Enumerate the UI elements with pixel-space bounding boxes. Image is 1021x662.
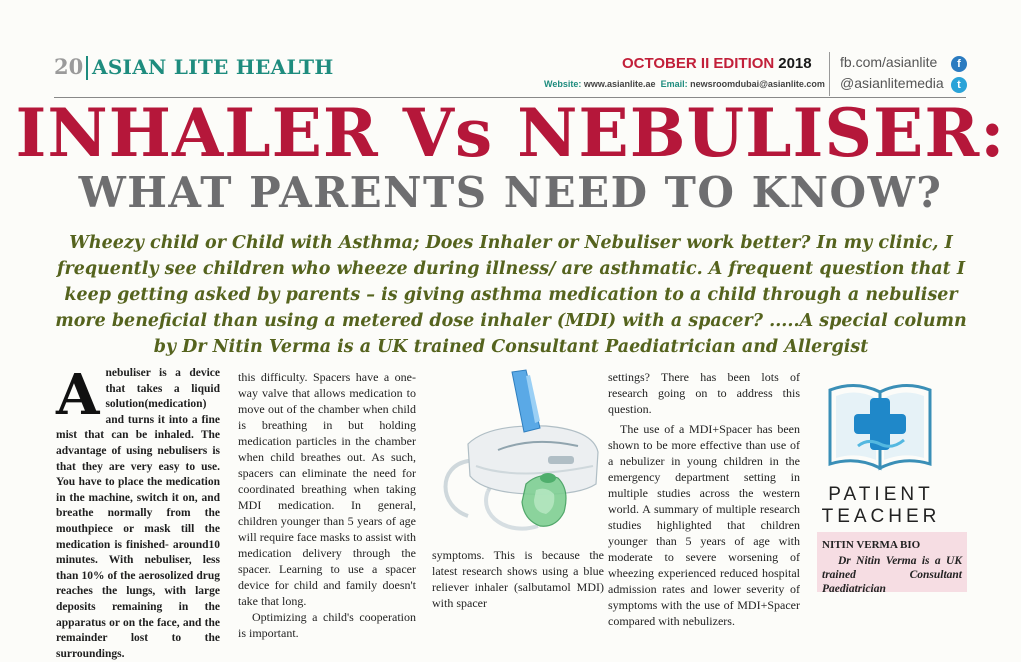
edition-text: OCTOBER II EDITION bbox=[622, 55, 775, 72]
section-title: ASIAN LITE HEALTH bbox=[92, 55, 334, 79]
patient-teacher-logo-icon bbox=[822, 372, 938, 472]
contact-line bbox=[544, 79, 825, 89]
twitter-icon[interactable]: t bbox=[951, 77, 967, 93]
twitter-handle[interactable]: @asianlitemedia bbox=[840, 75, 944, 91]
article-column-3 bbox=[608, 369, 800, 629]
logo-line-1: PATIENT bbox=[828, 484, 934, 505]
email-link[interactable]: newsroomdubai@asianlite.com bbox=[690, 79, 825, 89]
article-column-1 bbox=[56, 362, 220, 662]
column-1-text: nebuliser is a device that takes a liquid solution(medication) and turns it into a fine mist that can be inhaled. The advantage of using nebulisers is that they are very easy to use. You have to place the medication in the machine, switch it on, and breathe normally from the mouthpiece or mask till the medication is finished- around10 minutes. With nebuliser, less than 10% of the aerosolized drug reaches the lungs, with large deposits remaining in the apparatus or on the face, and the remainder lost to the surroundings. bbox=[56, 367, 220, 660]
header-divider bbox=[86, 56, 88, 80]
column-2-paragraph-2: Optimizing a child's cooperation is important. bbox=[238, 610, 416, 640]
column-3-paragraph-2: The use of a MDI+Spacer has been shown to be more effective than use of a nebulizer in young children in the emergency department setting in multiple studies across the western world. A summary of multiple research studies highlighted that children younger than 5 years of age with moderate to severe worsening of wheezing experienced reduced hospital admission rates and lower severity of symptoms with the use of MDI+Spacer compared with nebulizers. bbox=[608, 422, 800, 628]
facebook-handle[interactable]: fb.com/asianlite bbox=[840, 54, 938, 70]
bio-title: NITIN VERMA BIO bbox=[822, 539, 921, 551]
drop-cap: A bbox=[56, 362, 100, 428]
article-column-2 bbox=[238, 369, 416, 641]
edition-year: 2018 bbox=[778, 55, 812, 72]
subheadline: WHAT PARENTS NEED TO KNOW? bbox=[78, 168, 943, 217]
intro-paragraph: Wheezy child or Child with Asthma; Does Inhaler or Nebuliser work better? In my clinic, I frequently see children who wheeze during illness/ are asthmatic. A frequent question that I keep getting asked by parents – is giving asthma medication to a child through a nebuliser more beneficial than using a metered dose inhaler (MDI) with a spacer? .....A special column by Dr Nitin Verma is a UK trained Consultant Paediatrician and Allergist bbox=[55, 233, 967, 357]
header-vertical-divider bbox=[829, 52, 830, 96]
facebook-icon[interactable]: f bbox=[951, 56, 967, 72]
website-label: Website: bbox=[544, 79, 582, 89]
bio-text: Dr Nitin Verma is a UK trained Consultant Paediatrician bbox=[822, 555, 962, 595]
website-link[interactable]: www.asianlite.ae bbox=[583, 79, 656, 89]
column-2-paragraph-1: this difficulty. Spacers have a one-way valve that allows medication to move out of the chamber when child is breathing in but holding medication particles in the chamber when child breathes out. As such, spacers can eliminate the need for coordinated breathing when taking MDI medication. In general, children younger than 5 years of age will require face masks to assist with medication delivery through the spacer. Learning to use a spacer device for child and family doesn't take that long. bbox=[238, 370, 416, 608]
column-3-paragraph-1: settings? There has been lots of research going on to address this question. bbox=[608, 370, 800, 416]
patient-teacher-logo-text bbox=[818, 484, 944, 528]
email-label: Email: bbox=[660, 79, 688, 89]
headline: INHALER Vs NEBULISER: bbox=[15, 94, 1006, 172]
page-number: 20 bbox=[54, 54, 84, 79]
image-side-text: symptoms. This is because the latest research shows using a blue reliever inhaler (salbutamol MDI) with spacer bbox=[432, 548, 604, 610]
edition-label bbox=[622, 55, 812, 72]
logo-line-2: TEACHER bbox=[821, 506, 941, 527]
nebuliser-photo bbox=[428, 366, 606, 544]
